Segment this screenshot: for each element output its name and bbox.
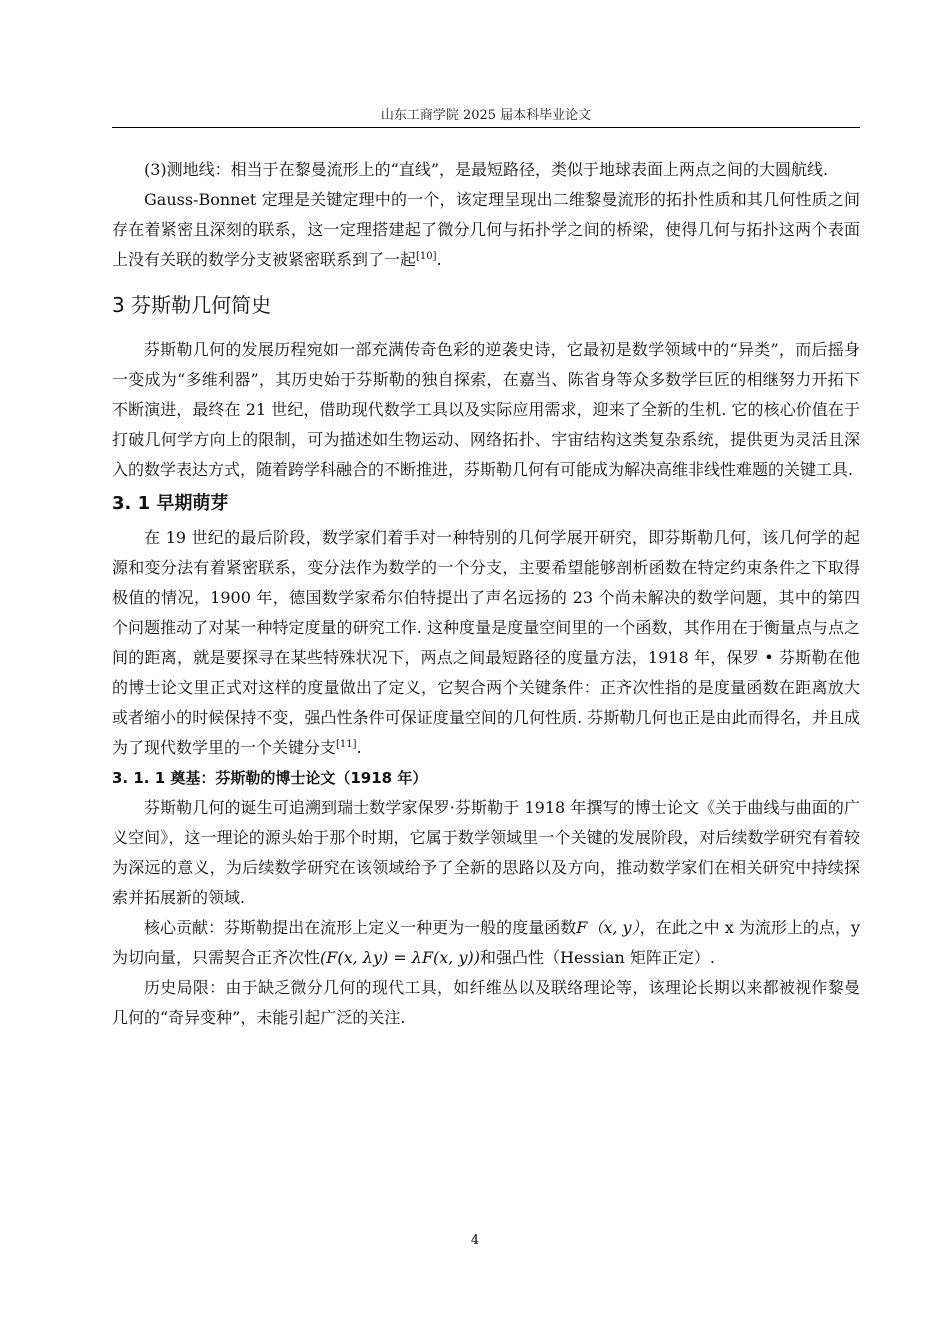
section-3-heading: 3 芬斯勒几何简史 bbox=[112, 293, 272, 317]
page-number: 4 bbox=[470, 1233, 480, 1248]
core-contribution-text-c: 和强凸性（Hessian 矩阵正定）. bbox=[480, 948, 715, 967]
core-contribution-text-b: ，在此之中 x 为流形上的点，y 为切向量，只需契合正齐次性 bbox=[112, 918, 860, 967]
paragraph-dissertation: 芬斯勒几何的诞生可追溯到瑞士数学家保罗·芬斯勒于 1918 年撰写的博士论文《关于曲线与曲面的广义空间》，这一理论的源头始于那个时期，它属于数学领域里一个关键的发展阶段，对后续数学研究有着较为深远的意义，为后续数学研究在该领域给予了全新的思路以及方向，推动数学家们在相关研究中持续探索并拓展新的领域. bbox=[112, 798, 860, 907]
homogeneity-formula: (F(x, λy) = λF(x, y)) bbox=[320, 948, 480, 967]
running-header: 山东工商学院 2025 届本科毕业论文 bbox=[380, 108, 592, 123]
section-3-1-heading: 3. 1 早期萌芽 bbox=[112, 493, 229, 514]
paragraph-gauss-bonnet-end: . bbox=[436, 250, 442, 269]
page-body bbox=[112, 155, 860, 1033]
citation-11: [11] bbox=[336, 739, 357, 750]
core-contribution-text-a: 核心贡献：芬斯勒提出在流形上定义一种更为一般的度量函数 bbox=[144, 918, 577, 937]
header-rule bbox=[112, 127, 860, 128]
paragraph-gauss-bonnet-text: Gauss-Bonnet 定理是关键定理中的一个，该定理呈现出二维黎曼流形的拓扑性质和其几何性质之间存在着紧密且深刻的联系，这一定理搭建起了微分几何与拓扑学之间的桥梁，使得几何与拓扑这两个表面上没有关联的数学分支被紧密联系到了一起 bbox=[112, 190, 860, 269]
paragraph-gauss-bonnet bbox=[112, 185, 860, 275]
paragraph-early-origins bbox=[112, 523, 860, 763]
paragraph-historical-limits: 历史局限：由于缺乏微分几何的现代工具，如纤维丛以及联络理论等，该理论长期以来都被视作黎曼几何的“奇异变种”，未能引起广泛的关注. bbox=[112, 978, 860, 1027]
citation-10: [10] bbox=[416, 251, 437, 262]
paragraph-early-origins-end: . bbox=[356, 738, 362, 757]
paragraph-core-contribution bbox=[112, 913, 860, 973]
metric-function-formula: F（x, y） bbox=[576, 918, 640, 937]
section-3-1-1-heading: 3. 1. 1 奠基：芬斯勒的博士论文（1918 年） bbox=[112, 769, 428, 787]
paragraph-geodesic: (3)测地线：相当于在黎曼流形上的“直线”，是最短路径，类似于地球表面上两点之间的大圆航线. bbox=[144, 160, 829, 179]
paragraph-early-origins-text: 在 19 世纪的最后阶段，数学家们着手对一种特别的几何学展开研究，即芬斯勒几何，该几何学的起源和变分法有着紧密联系，变分法作为数学的一个分支，主要希望能够剖析函数在特定约束条件之下取得极值的情况，1900 年，德国数学家希尔伯特提出了声名远扬的 23 个尚未解决的数学问题，其中的第四个问题推动了对某一种特定度量的研究工作. 这种度量是度量空间里的一个函数，其作用在于衡量点与点之间的距离，就是要探寻在某些特殊状况下，两点之间最短路径的度量方法，1918 年，保罗 • 芬斯勒在他的博士论文里正式对这样的度量做出了定义，它契合两个关键条件：正齐次性指的是度量函数在距离放大或者缩小的时候保持不变，强凸性条件可保证度量空间的几何性质. 芬斯勒几何也正是由此而得名，并且成为了现代数学里的一个关键分支 bbox=[112, 528, 860, 757]
paragraph-history-intro: 芬斯勒几何的发展历程宛如一部充满传奇色彩的逆袭史诗，它最初是数学领域中的“异类”，而后摇身一变成为“多维利器”，其历史始于芬斯勒的独自探索，在嘉当、陈省身等众多数学巨匠的相继努力开拓下不断演进，最终在 21 世纪，借助现代数学工具以及实际应用需求，迎来了全新的生机. 它的核心价值在于打破几何学方向上的限制，可为描述如生物运动、网络拓扑、宇宙结构这类复杂系统，提供更为灵活且深入的数学表达方式，随着跨学科融合的不断推进，芬斯勒几何有可能成为解决高维非线性难题的关键工具. bbox=[112, 340, 860, 479]
